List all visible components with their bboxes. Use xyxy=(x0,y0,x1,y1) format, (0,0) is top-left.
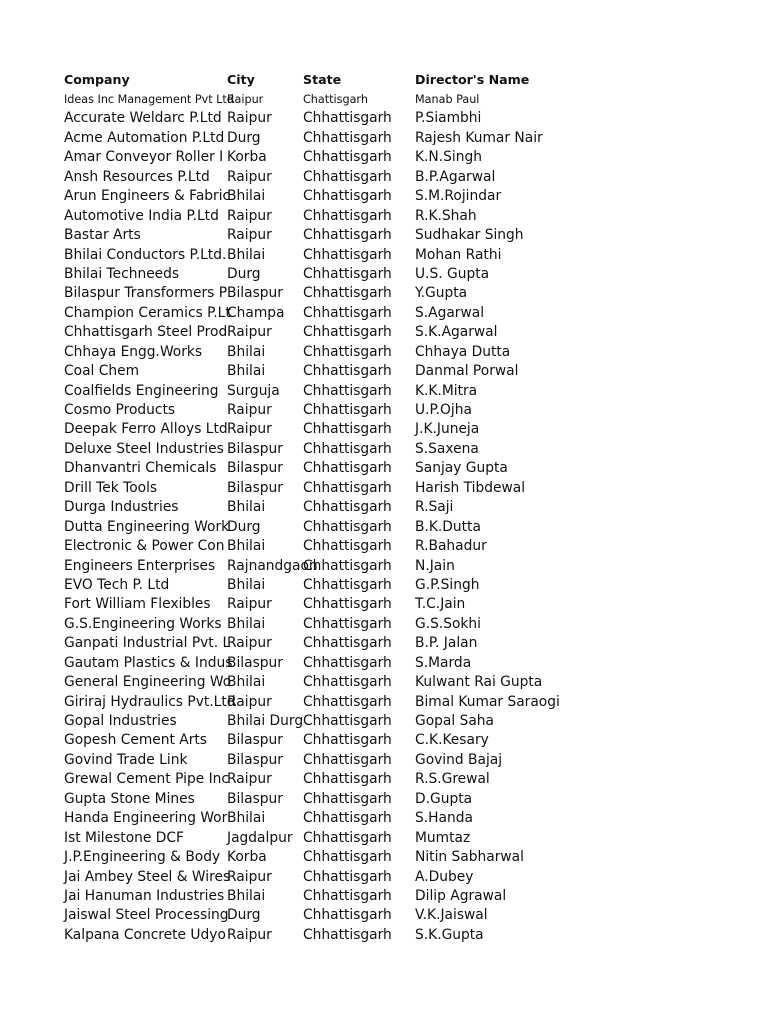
spreadsheet xyxy=(64,70,724,945)
table-row xyxy=(64,848,724,867)
city-cell: Bhilai xyxy=(227,810,266,827)
company-cell: J.P.Engineering & Body xyxy=(64,849,221,866)
city-cell: Durg xyxy=(227,907,261,924)
table-row xyxy=(64,498,724,517)
director-cell: Mohan Rathi xyxy=(415,246,502,263)
state-cell: Chhattisgarh xyxy=(303,188,392,205)
state-cell: Chhattisgarh xyxy=(303,635,392,652)
table-row xyxy=(64,595,724,614)
table-row xyxy=(64,868,724,887)
company-cell: Automotive India P.Ltd xyxy=(64,207,219,224)
director-cell: Kulwant Rai Gupta xyxy=(415,674,543,691)
header-row xyxy=(64,70,724,90)
state-cell: Chhattisgarh xyxy=(303,887,392,904)
director-cell: B.P.Agarwal xyxy=(415,168,496,185)
state-cell: Chhattisgarh xyxy=(303,732,392,749)
state-cell: Chhattisgarh xyxy=(303,907,392,924)
company-cell: Dutta Engineering Work xyxy=(64,518,230,535)
director-cell: S.Agarwal xyxy=(415,304,485,321)
state-cell: Chhattisgarh xyxy=(303,596,392,613)
company-cell: Deluxe Steel Industries xyxy=(64,440,224,457)
director-cell: B.K.Dutta xyxy=(415,518,481,535)
state-cell: Chhattisgarh xyxy=(303,751,392,768)
table-row xyxy=(64,770,724,789)
city-cell: Bhilai xyxy=(227,615,266,632)
director-cell: Bimal Kumar Saraogi xyxy=(415,693,560,710)
company-cell: Gopal Industries xyxy=(64,713,177,729)
city-cell: Raipur xyxy=(227,926,272,943)
director-cell: R.Saji xyxy=(415,499,454,516)
table-row xyxy=(64,207,724,226)
director-cell: R.K.Shah xyxy=(415,207,477,224)
table-row xyxy=(64,829,724,848)
table-row xyxy=(64,362,724,381)
director-cell: S.Handa xyxy=(415,810,473,827)
state-cell: Chhattisgarh xyxy=(303,674,392,691)
city-cell: Bhilai xyxy=(227,674,266,691)
director-cell: Nitin Sabharwal xyxy=(415,849,524,866)
company-cell: Chhaya Engg.Works xyxy=(64,343,203,360)
city-cell: Bhilai xyxy=(227,499,266,516)
director-cell: J.K.Juneja xyxy=(415,421,480,438)
table-row xyxy=(64,265,724,284)
table-row xyxy=(64,906,724,925)
table-row xyxy=(64,479,724,498)
director-cell: Chhaya Dutta xyxy=(415,343,511,360)
state-cell: Chhattisgarh xyxy=(303,713,392,729)
table-row xyxy=(64,168,724,187)
state-cell: Chhattisgarh xyxy=(303,207,392,224)
city-cell: Raipur xyxy=(227,771,272,788)
city-cell: Champa xyxy=(227,304,285,321)
state-cell: Chhattisgarh xyxy=(303,576,392,593)
director-cell: A.Dubey xyxy=(415,868,474,885)
company-cell: Gupta Stone Mines xyxy=(64,790,195,807)
director-cell: D.Gupta xyxy=(415,790,473,807)
city-cell: Durg xyxy=(227,129,261,146)
state-cell: Chattisgarh xyxy=(303,93,368,106)
director-cell: S.Saxena xyxy=(415,440,479,457)
director-cell: U.P.Ojha xyxy=(415,402,472,418)
state-cell: Chhattisgarh xyxy=(303,363,392,380)
director-cell: V.K.Jaiswal xyxy=(415,907,488,924)
table-row xyxy=(64,420,724,439)
company-cell: Giriraj Hydraulics Pvt.Ltd xyxy=(64,693,236,710)
table-row xyxy=(64,634,724,653)
state-cell: Chhattisgarh xyxy=(303,382,392,399)
company-cell: Govind Trade Link xyxy=(64,751,188,768)
state-cell: Chhattisgarh xyxy=(303,149,392,166)
state-cell: Chhattisgarh xyxy=(303,479,392,496)
city-cell: Bhilai xyxy=(227,343,266,360)
director-cell: Govind Bajaj xyxy=(415,751,503,768)
company-cell: Jai Hanuman Industries xyxy=(64,887,225,904)
director-cell: K.N.Singh xyxy=(415,149,482,166)
table-body xyxy=(64,90,724,945)
company-cell: Kalpana Concrete Udyo xyxy=(64,926,226,943)
company-cell: Acme Automation P.Ltd xyxy=(64,129,225,146)
state-cell: Chhattisgarh xyxy=(303,129,392,146)
company-cell: Amar Conveyor Roller I xyxy=(64,149,224,166)
director-cell: Rajesh Kumar Nair xyxy=(415,129,543,146)
company-cell: Fort William Flexibles xyxy=(64,596,211,613)
director-cell: K.K.Mitra xyxy=(415,382,478,399)
table-row xyxy=(64,129,724,148)
table-row xyxy=(64,187,724,206)
state-cell: Chhattisgarh xyxy=(303,110,392,127)
city-cell: Bilaspur xyxy=(227,751,283,768)
state-cell: Chhattisgarh xyxy=(303,227,392,244)
table-row xyxy=(64,654,724,673)
state-cell: Chhattisgarh xyxy=(303,285,392,302)
company-cell: Arun Engineers & Fabric xyxy=(64,188,231,205)
city-cell: Korba xyxy=(227,849,267,866)
director-cell: C.K.Kesary xyxy=(415,732,489,749)
director-cell: N.Jain xyxy=(415,557,455,574)
state-cell: Chhattisgarh xyxy=(303,926,392,943)
city-cell: Bhilai xyxy=(227,538,266,555)
company-cell: Accurate Weldarc P.Ltd xyxy=(64,110,222,127)
table-row xyxy=(64,537,724,556)
company-cell: Electronic & Power Con xyxy=(64,538,225,555)
director-cell: B.P. Jalan xyxy=(415,635,478,652)
city-cell: Bilaspur xyxy=(227,460,283,477)
city-cell: Bhilai xyxy=(227,576,266,593)
city-cell: Bhilai xyxy=(227,246,266,263)
company-cell: Dhanvantri Chemicals xyxy=(64,460,217,477)
table-row xyxy=(64,809,724,828)
table-row xyxy=(64,673,724,692)
director-cell: S.M.Rojindar xyxy=(415,188,502,205)
company-cell: Gopesh Cement Arts xyxy=(64,732,207,749)
company-cell: Jaiswal Steel Processing xyxy=(64,907,229,924)
company-cell: Grewal Cement Pipe Inc xyxy=(64,771,229,788)
director-cell: G.S.Sokhi xyxy=(415,615,481,632)
state-cell: Chhattisgarh xyxy=(303,538,392,555)
company-cell: Coalfields Engineering xyxy=(64,382,219,399)
city-cell: Bhilai Durg xyxy=(227,713,304,729)
city-cell: Bilaspur xyxy=(227,479,283,496)
city-cell: Korba xyxy=(227,149,267,166)
table-row xyxy=(64,615,724,634)
city-cell: Raipur xyxy=(227,868,272,885)
company-cell: G.S.Engineering Works xyxy=(64,615,222,632)
table-row xyxy=(64,226,724,245)
director-cell: S.K.Gupta xyxy=(415,926,484,943)
director-cell: G.P.Singh xyxy=(415,576,480,593)
state-cell: Chhattisgarh xyxy=(303,402,392,418)
city-cell: Bhilai xyxy=(227,363,266,380)
company-cell: Chhattisgarh Steel Prod xyxy=(64,324,228,341)
city-cell: Rajnandgaon xyxy=(227,557,318,574)
state-cell: Chhattisgarh xyxy=(303,615,392,632)
city-cell: Bilaspur xyxy=(227,654,283,671)
director-cell: Sanjay Gupta xyxy=(415,460,508,477)
city-cell: Durg xyxy=(227,265,261,282)
table-row xyxy=(64,109,724,128)
city-cell: Bilaspur xyxy=(227,440,283,457)
company-cell: Bastar Arts xyxy=(64,227,141,244)
company-cell: Bhilai Conductors P.Ltd. xyxy=(64,246,227,263)
director-cell: Y.Gupta xyxy=(415,285,468,302)
table-row xyxy=(64,440,724,459)
company-cell: Coal Chem xyxy=(64,363,140,380)
director-cell: T.C.Jain xyxy=(415,596,466,613)
table-row xyxy=(64,343,724,362)
table-row xyxy=(64,576,724,595)
company-cell: Gautam Plastics & Indus xyxy=(64,654,233,671)
director-cell: Gopal Saha xyxy=(415,713,494,729)
city-cell: Raipur xyxy=(227,207,272,224)
company-cell: Deepak Ferro Alloys Ltd xyxy=(64,421,228,438)
city-cell: Raipur xyxy=(227,693,272,710)
state-cell: Chhattisgarh xyxy=(303,499,392,516)
table-row xyxy=(64,90,724,109)
company-cell: Ist Milestone DCF xyxy=(64,829,184,846)
director-cell: U.S. Gupta xyxy=(415,265,490,282)
director-cell: Sudhakar Singh xyxy=(415,227,524,244)
table-row xyxy=(64,148,724,167)
state-cell: Chhattisgarh xyxy=(303,421,392,438)
director-cell: P.Siambhi xyxy=(415,110,482,127)
table-row xyxy=(64,693,724,712)
state-cell: Chhattisgarh xyxy=(303,324,392,341)
table-row xyxy=(64,751,724,770)
table-row xyxy=(64,284,724,303)
table-row xyxy=(64,926,724,945)
table-row xyxy=(64,382,724,401)
header-directors-name: Director's Name xyxy=(415,72,530,87)
state-cell: Chhattisgarh xyxy=(303,654,392,671)
table-row xyxy=(64,246,724,265)
director-cell: S.Marda xyxy=(415,654,472,671)
director-cell: Danmal Porwal xyxy=(415,363,519,380)
state-cell: Chhattisgarh xyxy=(303,440,392,457)
company-cell: Durga Industries xyxy=(64,499,179,516)
company-cell: Handa Engineering Wor xyxy=(64,810,228,827)
director-cell: Dilip Agrawal xyxy=(415,887,507,904)
table-row xyxy=(64,401,724,420)
director-cell: Harish Tibdewal xyxy=(415,479,526,496)
state-cell: Chhattisgarh xyxy=(303,771,392,788)
director-cell: R.S.Grewal xyxy=(415,771,490,788)
city-cell: Surguja xyxy=(227,382,280,399)
state-cell: Chhattisgarh xyxy=(303,246,392,263)
city-cell: Raipur xyxy=(227,93,264,106)
company-cell: Cosmo Products xyxy=(64,402,176,418)
state-cell: Chhattisgarh xyxy=(303,790,392,807)
company-cell: Ideas Inc Management Pvt Ltd xyxy=(64,93,234,106)
company-cell: Ansh Resources P.Ltd xyxy=(64,168,210,185)
city-cell: Raipur xyxy=(227,168,272,185)
table-row xyxy=(64,712,724,731)
state-cell: Chhattisgarh xyxy=(303,265,392,282)
city-cell: Durg xyxy=(227,518,261,535)
city-cell: Raipur xyxy=(227,110,272,127)
header-city: City xyxy=(227,72,255,87)
header-company: Company xyxy=(64,72,130,87)
state-cell: Chhattisgarh xyxy=(303,557,392,574)
state-cell: Chhattisgarh xyxy=(303,693,392,710)
table-row xyxy=(64,731,724,750)
company-cell: Ganpati Industrial Pvt. L xyxy=(64,635,231,652)
table-row xyxy=(64,887,724,906)
company-cell: Bilaspur Transformers P xyxy=(64,285,228,302)
state-cell: Chhattisgarh xyxy=(303,810,392,827)
city-cell: Raipur xyxy=(227,596,272,613)
city-cell: Bilaspur xyxy=(227,790,283,807)
director-cell: R.Bahadur xyxy=(415,538,487,555)
state-cell: Chhattisgarh xyxy=(303,518,392,535)
state-cell: Chhattisgarh xyxy=(303,460,392,477)
city-cell: Raipur xyxy=(227,635,272,652)
city-cell: Raipur xyxy=(227,324,272,341)
table-row xyxy=(64,790,724,809)
director-cell: S.K.Agarwal xyxy=(415,324,498,341)
state-cell: Chhattisgarh xyxy=(303,829,392,846)
state-cell: Chhattisgarh xyxy=(303,304,392,321)
state-cell: Chhattisgarh xyxy=(303,343,392,360)
city-cell: Bhilai xyxy=(227,188,266,205)
company-cell: Drill Tek Tools xyxy=(64,479,158,496)
company-cell: Engineers Enterprises xyxy=(64,557,216,574)
city-cell: Raipur xyxy=(227,421,272,438)
header-state: State xyxy=(303,72,342,87)
table-row xyxy=(64,459,724,478)
state-cell: Chhattisgarh xyxy=(303,168,392,185)
company-cell: Jai Ambey Steel & Wires xyxy=(64,868,231,885)
company-cell: Champion Ceramics P.Lt xyxy=(64,304,231,321)
city-cell: Jagdalpur xyxy=(227,829,293,846)
company-cell: Bhilai Techneeds xyxy=(64,265,180,282)
city-cell: Raipur xyxy=(227,227,272,244)
city-cell: Bhilai xyxy=(227,887,266,904)
company-cell: General Engineering Wo xyxy=(64,674,232,691)
state-cell: Chhattisgarh xyxy=(303,868,392,885)
table-row xyxy=(64,557,724,576)
company-cell: EVO Tech P. Ltd xyxy=(64,576,170,593)
city-cell: Raipur xyxy=(227,402,272,418)
city-cell: Bilaspur xyxy=(227,732,283,749)
table-row xyxy=(64,518,724,537)
director-cell: Manab Paul xyxy=(415,93,480,106)
state-cell: Chhattisgarh xyxy=(303,849,392,866)
table-row xyxy=(64,323,724,342)
city-cell: Bilaspur xyxy=(227,285,283,302)
director-cell: Mumtaz xyxy=(415,829,471,846)
table-row xyxy=(64,304,724,323)
